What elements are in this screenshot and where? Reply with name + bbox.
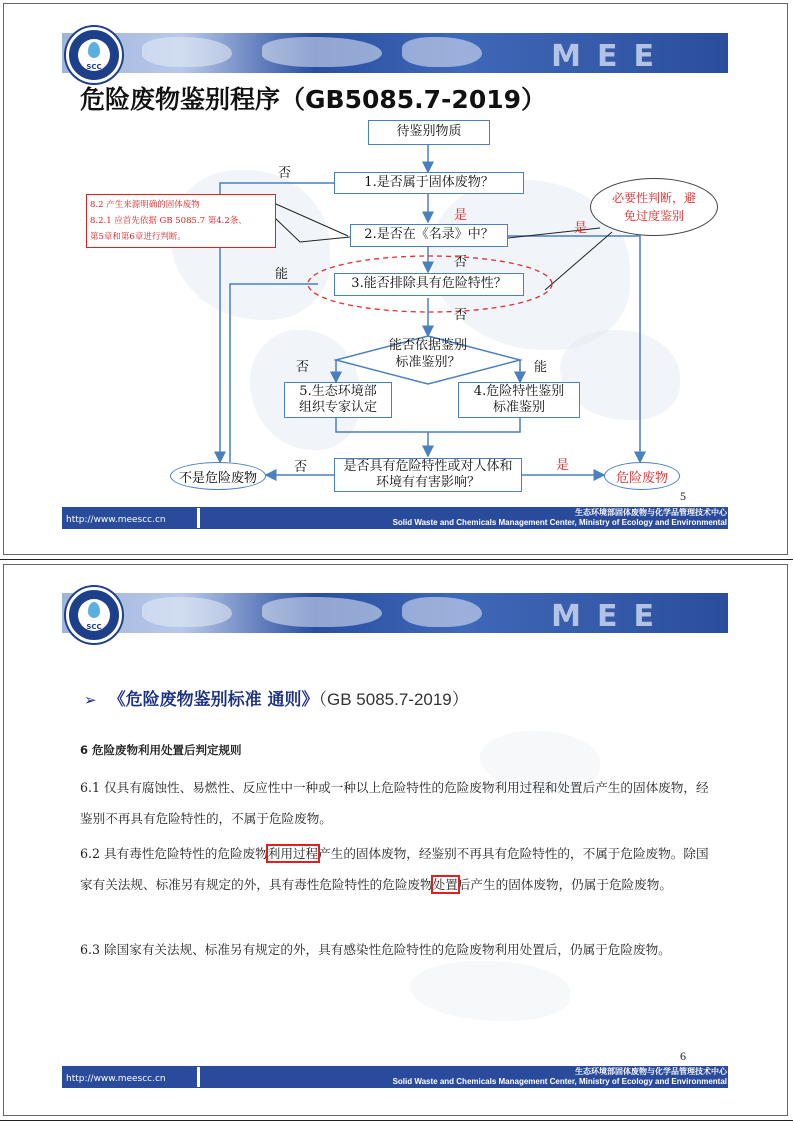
flow-box4 [458,382,580,418]
callout-line2: 免过度鉴别 [623,209,684,223]
flow-q6-line1: 是否具有危险特性或对人体和 [343,458,513,474]
flow-q1-label: 1.是否属于固体废物？ [364,174,494,190]
callout-line1: 必要性判断，避 [611,191,696,205]
callout-bubble [590,178,718,236]
clause-6-2-part-a: 6.2 具有毒性危险特性的危险废物 [80,846,268,861]
flow-q2-label: 2.是否在《名录》中？ [364,227,494,243]
flow-start-box [368,120,490,145]
clause-6-2-part-c: 后产生的固体废物，仍属于危险废物。 [457,877,672,892]
flow-hazardous-oval [604,462,680,490]
standard-heading [84,685,469,710]
standard-code: （GB 5085.7-2019） [318,690,469,709]
flow-q6-line2: 环境有有害影响？ [375,475,480,490]
flow-box5 [284,382,392,418]
flow-box5-line2: 组织专家认定 [298,400,377,415]
banner-mee-text: MEE [551,599,670,634]
footer-divider [197,508,200,528]
flow-not-hazardous-label: 不是危险废物 [178,470,257,486]
flow-q2-box [350,224,508,247]
label-no-q3: 否 [454,308,468,323]
page-title: 危险废物鉴别程序（GB5085.7-2019） [80,85,547,114]
flow-q6-box [334,458,522,492]
highlight-utilization-process: 利用过程 [267,846,319,861]
standard-title: 《危险废物鉴别标准 通则》 [108,690,319,710]
slide-1 [0,0,793,560]
logo-text: SCC [86,63,102,71]
note-line2: 8.2.1 应首先依据 GB 5085.7 第4.2条、 [90,216,247,226]
footer-divider [197,1067,200,1087]
logo-text: SCC [86,623,102,631]
footer-org-en: Solid Waste and Chemicals Management Center, Ministry of Ecology and Environmental [392,1077,727,1086]
flow-start-label: 待鉴别物质 [396,124,462,140]
footer-org-cn: 生态环境部固体废物与化学品管理技术中心 [575,508,727,517]
label-yes-q1: 是 [454,208,468,223]
footer-org-en: Solid Waste and Chemicals Management Center, Ministry of Ecology and Environmental [392,518,727,527]
clause-6-2 [80,838,720,900]
footer-url[interactable]: http://www.meescc.cn [66,515,166,525]
label-no-q2: 否 [454,255,468,270]
label-no-q1: 否 [278,166,292,181]
label-yes-q2: 是 [574,221,588,236]
section-heading: 6 危险废物利用处置后判定规则 [80,743,242,757]
flow-box5-line1: 5.生态环境部 [299,383,377,399]
clause-6-1: 6.1 仅具有腐蚀性、易燃性、反应性中一种或一种以上危险特性的危险废物利用过程和处置后产生的固体废物，经鉴别不再具有危险特性的，不属于危险废物。 [80,780,709,826]
page-number: 6 [680,1049,686,1063]
bullet-arrow-icon: ➢ [84,691,97,709]
flow-q3-box [334,273,524,296]
clause-6-3: 6.3 除国家有关法规、标准另有规定的外，具有感染性危险特性的危险废物利用处置后，仍属于危险废物。 [80,942,671,957]
label-no-q6: 否 [294,460,308,475]
banner-mee-text: MEE [551,39,670,74]
label-yes-q6: 是 [556,458,570,473]
flow-box4-line2: 标准鉴别 [492,400,545,415]
footer-org-cn: 生态环境部固体废物与化学品管理技术中心 [575,1067,727,1076]
flow-q4-line1: 能否依据鉴别 [388,338,467,353]
footer-url[interactable]: http://www.meescc.cn [66,1074,166,1084]
note-box [86,194,276,248]
highlight-disposal: 处置 [432,877,458,892]
flow-box4-line1: 4.危险特性鉴别 [473,383,565,399]
note-line1: 8.2 产生来源明确的固体废物 [90,200,200,210]
flow-q3-label: 3.能否排除具有危险特性？ [351,276,507,292]
flow-q4-label [380,337,476,371]
header-banner [62,593,728,633]
flow-not-hazardous-oval [170,462,266,490]
label-can-q4: 能 [534,360,548,375]
label-can-q3: 能 [275,267,289,282]
flow-hazardous-label: 危险废物 [615,470,668,486]
page-number: 5 [680,489,686,503]
scc-logo [66,587,122,643]
clause-6-2-part-b: 产生的固体废物，经鉴别不再具有危险特性的，不属于危险废物。除国家有关法规、标准另有规定的外，具有毒性危险特性的危险废物 [80,846,709,892]
label-no-q4: 否 [296,360,310,375]
flow-q1-box [334,172,524,194]
flow-q4-line2: 标准鉴别？ [395,355,461,370]
note-line3: 第5章和第6章进行判断。 [90,232,186,242]
